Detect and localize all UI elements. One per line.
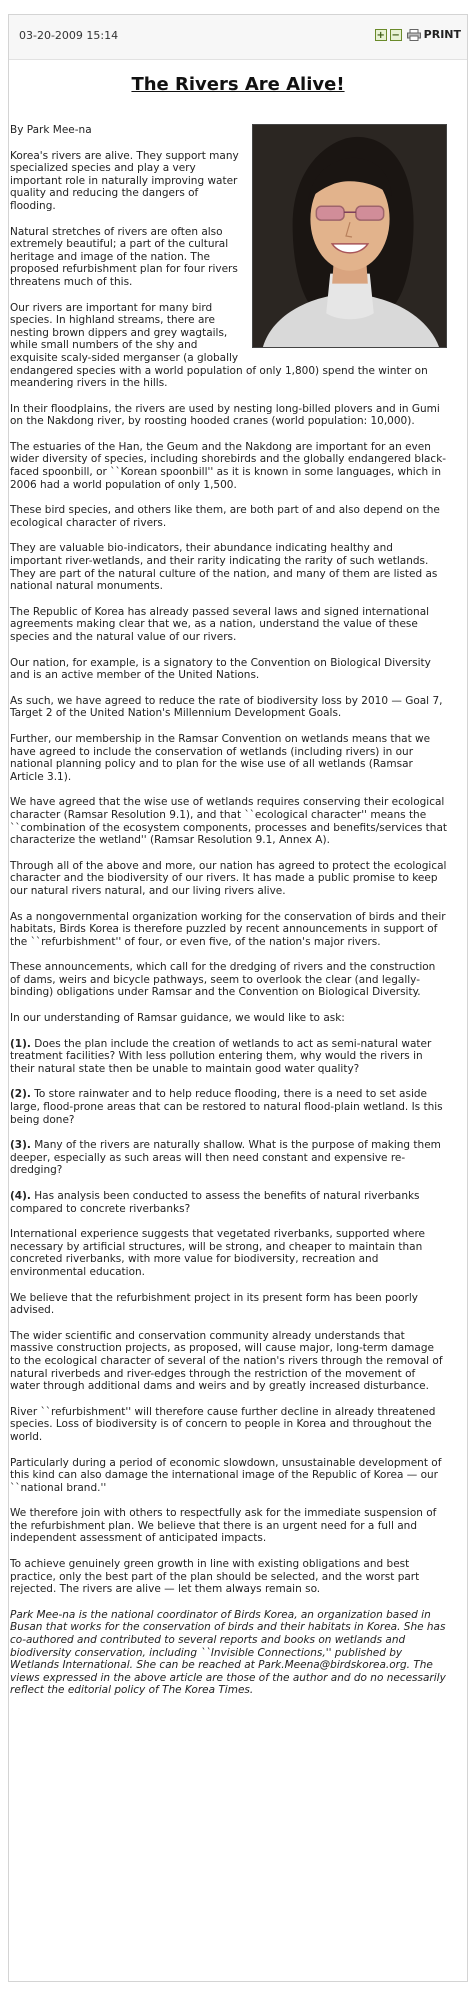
- article-paragraph: These announcements, which call for the dredging of rivers and the construction of dams, weirs and bicycle pathways, seem to overlook the clear (and legally-binding) obligations under Ramsar and the Convention on Biological Diversity.: [10, 961, 436, 999]
- question-number: (3).: [10, 1139, 31, 1152]
- article-paragraph: Our nation, for example, is a signatory to the Convention on Biological Diversity and is an active member of the United Nations.: [10, 656, 431, 682]
- article-paragraph: We have agreed that the wise use of wetlands requires conserving their ecological character (Ramsar Resolution 9.1), and that ``ecological character'' means the ``combination of the ecosystem components, processes and benefits/services that characterize the wetland'' (Ramsar Resolution 9.1, Annex A).: [10, 796, 448, 847]
- question-paragraph: [10, 1088, 447, 1126]
- question-text: Does the plan include the creation of wetlands to act as semi-natural water treatment facilities? With less pollution entering them, why would the rivers in their natural state then be unable to maintain good water quality?: [10, 1037, 432, 1075]
- question-text: Many of the rivers are naturally shallow. What is the purpose of making them deeper, especially as such areas will then need constant and expensive re-dredging?: [10, 1139, 441, 1177]
- article-paragraph: We therefore join with others to respectfully ask for the immediate suspension of the refurbishment plan. We believe that there is an urgent need for a full and independent assessment of anticipated impacts.: [10, 1507, 437, 1545]
- question-text: Has analysis been conducted to assess the benefits of natural riverbanks compared to concrete riverbanks?: [10, 1190, 420, 1215]
- article-title: The Rivers Are Alive!: [131, 74, 345, 95]
- question-paragraph: [10, 1038, 447, 1076]
- article-body: [10, 124, 447, 1710]
- article-byline: By Park Mee-na: [10, 124, 92, 136]
- article-paragraph: The estuaries of the Han, the Geum and the Nakdong are important for an even wider diversity of species, including shorebirds and the globally endangered black-faced spoonbill, or ``Korean spoonbill'' as it is known in some languages, which in 2006 had a world population of only 1,500.: [10, 440, 447, 491]
- article-paragraph: To achieve genuinely green growth in line with existing obligations and best practice, only the best part of the plan should be selected, and the worst part rejected. The rivers are alive — let them always remain so.: [10, 1558, 420, 1596]
- article-paragraph: In our understanding of Ramsar guidance, we would like to ask:: [10, 1012, 345, 1025]
- article-paragraph: The Republic of Korea has already passed several laws and signed international agreements making clear that we, as a nation, understand the value of these species and the natural value of our rivers.: [10, 605, 430, 643]
- publish-date: 03-20-2009 15:14: [19, 29, 119, 42]
- question-number: (2).: [10, 1088, 31, 1101]
- article-paragraph: As a nongovernmental organization working for the conservation of birds and their habitats, Birds Korea is therefore puzzled by recent announcements in support of the ``refurbishment'' of four, or even five, of the nation's major rivers.: [10, 910, 446, 948]
- question-number: (4).: [10, 1190, 31, 1202]
- article-paragraph: Through all of the above and more, our nation has agreed to protect the ecological character and the biodiversity of our rivers. It has made a public promise to keep our natural rivers natural, and our living rivers alive.: [10, 859, 447, 897]
- article-paragraph: The wider scientific and conservation community already understands that massive construction projects, as proposed, will cause major, long-term damage to the ecological character of several of the nation's rivers through the removal of natural riverbeds and river-edges through the restriction of the movement of water through additional dams and weirs and by greatly increased disturbance.: [10, 1329, 443, 1393]
- article-paragraph: International experience suggests that vegetated riverbanks, supported where necessary by artificial structures, will be strong, and cheaper to maintain than concreted riverbanks, with more value for biodiversity, recreation and environmental education.: [10, 1228, 426, 1278]
- article-paragraph: Our rivers are important for many bird species. In highland streams, there are nesting brown dippers and grey wagtails, while small numbers of the shy and exquisite scaly-sided merganser (a globally endangered species with a world population of only 1,800) spend the winter on meandering rivers in the hills.: [10, 301, 428, 390]
- author-photo: [252, 124, 447, 348]
- printer-icon[interactable]: [407, 29, 421, 41]
- article-paragraph: In their floodplains, the rivers are used by nesting long-billed plovers and in Gumi on the Nakdong river, by roosting hooded cranes (world population: 10,000).: [10, 402, 440, 428]
- zoom-in-icon[interactable]: +: [376, 29, 385, 41]
- question-paragraph: [10, 1190, 447, 1215]
- article-paragraph: We believe that the refurbishment project in its present form has been poorly advised.: [10, 1291, 418, 1317]
- article-paragraph: Natural stretches of rivers are often also extremely beautiful; a part of the cultural heritage and image of the nation. The proposed refurbishment plan for four rivers threatens much of this.: [10, 225, 238, 288]
- article-paragraph: Korea's rivers are alive. They support many specialized species and play a very important role in naturally improving water quality and reducing the dangers of flooding.: [10, 149, 239, 212]
- question-number: (1).: [10, 1037, 31, 1050]
- article-paragraph: River ``refurbishment'' will therefore cause further decline in already threatened species. Loss of biodiversity is of concern to people in Korea and throughout the world.: [10, 1405, 436, 1443]
- article-toolbar: [9, 15, 467, 60]
- article-paragraph: Particularly during a period of economic slowdown, unsustainable development of this kind can also damage the international image of the Republic of Korea — our ``national brand.'': [10, 1456, 442, 1494]
- zoom-out-icon[interactable]: −: [391, 29, 400, 41]
- article-paragraph: They are valuable bio-indicators, their abundance indicating healthy and important river-wetlands, and their rarity indicating the rarity of such wetlands. They are part of the natural culture of the nation, and many of them are listed as national natural monuments.: [10, 542, 438, 593]
- article-paragraph: These bird species, and others like them, are both part of and also depend on the ecological character of rivers.: [10, 504, 440, 529]
- print-button[interactable]: PRINT: [423, 28, 461, 41]
- article-paragraph: As such, we have agreed to reduce the rate of biodiversity loss by 2010 — Goal 7, Target 2 of the United Nation's Millennium Development Goals.: [10, 694, 443, 720]
- question-paragraph: [10, 1139, 447, 1177]
- author-bio: Park Mee-na is the national coordinator of Birds Korea, an organization based in Busan that works for the conservation of birds and their habitats in Korea. She has co-authored and contributed to several reports and books on wetlands and biodiversity conservation, including ``Invisible Connections,'' published by Wetlands International. She can be reached at Park.Meena@birdskorea.org. The views expressed in the above article are those of the author and do no necessarily reflect the editorial policy of The Korea Times.: [10, 1608, 446, 1697]
- article-paragraph: Further, our membership in the Ramsar Convention on wetlands means that we have agreed to include the conservation of wetlands (including rivers) in our national planning policy and to plan for the wise use of all wetlands (Ramsar Article 3.1).: [10, 732, 431, 783]
- question-text: To store rainwater and to help reduce flooding, there is a need to set aside large, flood-prone areas that can be restored to natural flood-plain wetland. Is this being done?: [10, 1088, 443, 1126]
- article-tools: [375, 28, 461, 41]
